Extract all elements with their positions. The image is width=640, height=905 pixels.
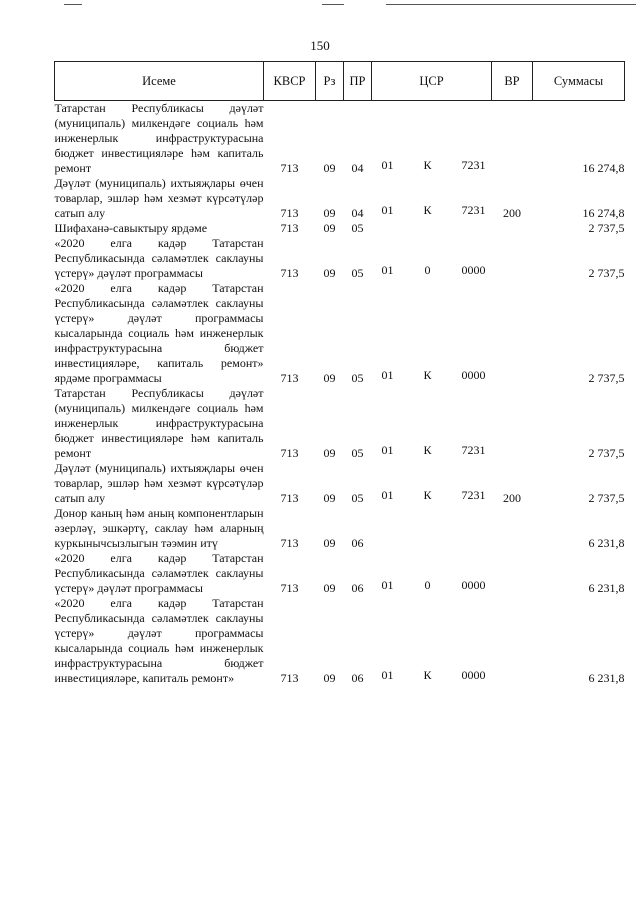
row-csr bbox=[372, 506, 492, 551]
csr-part-3: 7231 bbox=[461, 443, 486, 457]
row-amount: 6 231,8 bbox=[588, 536, 625, 550]
csr-part-2: К bbox=[423, 158, 432, 172]
csr-part-3: 0000 bbox=[461, 368, 486, 382]
row-vr bbox=[492, 101, 533, 177]
table-row bbox=[55, 506, 625, 551]
table-row bbox=[55, 461, 625, 506]
csr-part-1: 01 bbox=[381, 203, 394, 217]
row-rz: 09 bbox=[323, 206, 336, 220]
row-pr: 06 bbox=[351, 671, 364, 685]
row-amount: 16 274,8 bbox=[582, 206, 625, 220]
row-pr: 05 bbox=[351, 491, 364, 505]
row-kvsr: 713 bbox=[280, 536, 299, 550]
row-vr bbox=[492, 506, 533, 551]
header-csr: ЦСР bbox=[372, 62, 492, 101]
csr-part-1: 01 bbox=[381, 488, 394, 502]
csr-part-1: 01 bbox=[381, 158, 394, 172]
row-rz: 09 bbox=[323, 446, 336, 460]
csr-part-1: 01 bbox=[381, 578, 394, 592]
top-rule-mid bbox=[322, 4, 344, 5]
row-vr bbox=[492, 386, 533, 461]
row-vr bbox=[492, 221, 533, 236]
csr-part-2: К bbox=[423, 203, 432, 217]
row-name: Дәүләт (муниципаль) ихтыяҗлары өчен товарлар, эшләр һәм хезмәт күрсәтүләр сатып алу bbox=[54, 461, 264, 505]
row-rz: 09 bbox=[323, 371, 336, 385]
table-row bbox=[55, 236, 625, 281]
page-number: 150 bbox=[310, 38, 330, 53]
row-vr bbox=[492, 596, 533, 686]
row-csr bbox=[372, 221, 492, 236]
row-amount: 2 737,5 bbox=[588, 446, 625, 460]
csr-part-3: 7231 bbox=[461, 203, 486, 217]
header-kvsr: КВСР bbox=[264, 62, 316, 101]
csr-part-3: 0000 bbox=[461, 263, 486, 277]
row-name: «2020 елга кадәр Татарстан Республикасында сәламәтлек саклауны үстерү» дәүләт программасы bbox=[54, 551, 264, 595]
csr-part-2: К bbox=[423, 368, 432, 382]
row-name: Донор каның һәм аның компонентларын әзерләү, эшкәртү, саклау һәм аларның куркынычсызлыгын тәэмин итү bbox=[54, 506, 264, 550]
row-vr: 200 bbox=[503, 491, 521, 505]
csr-part-3: 0000 bbox=[461, 578, 486, 592]
table-row bbox=[55, 281, 625, 386]
csr-part-1: 01 bbox=[381, 668, 394, 682]
row-kvsr: 713 bbox=[280, 206, 299, 220]
row-csr bbox=[372, 596, 492, 686]
row-amount: 16 274,8 bbox=[582, 161, 625, 175]
row-name: Татарстан Республикасы дәүләт (муниципаль) милкендәге социаль һәм инженерлык инфраструктурасына бюджет инвестицияләре һәм капиталь ремонт bbox=[54, 101, 264, 175]
row-pr: 05 bbox=[351, 266, 364, 280]
csr-part-1: 01 bbox=[381, 443, 394, 457]
csr-part-2: К bbox=[423, 488, 432, 502]
row-name: Татарстан Республикасы дәүләт (муниципаль) милкендәге социаль һәм инженерлык инфраструктурасына бюджет инвестицияләре һәм капиталь ремонт bbox=[54, 386, 264, 460]
csr-part-2: К bbox=[423, 443, 432, 457]
row-vr bbox=[492, 236, 533, 281]
header-amount: Суммасы bbox=[533, 62, 625, 101]
row-amount: 2 737,5 bbox=[588, 266, 625, 280]
csr-part-1: 01 bbox=[381, 263, 394, 277]
header-vr: ВР bbox=[492, 62, 533, 101]
row-kvsr: 713 bbox=[280, 671, 299, 685]
csr-part-2: 0 bbox=[424, 263, 431, 277]
row-kvsr: 713 bbox=[280, 371, 299, 385]
row-pr: 05 bbox=[351, 221, 364, 235]
csr-part-2: К bbox=[423, 668, 432, 682]
row-rz: 09 bbox=[323, 671, 336, 685]
row-csr bbox=[372, 176, 492, 221]
csr-part-2: 0 bbox=[424, 578, 431, 592]
row-kvsr: 713 bbox=[280, 161, 299, 175]
row-amount: 2 737,5 bbox=[588, 371, 625, 385]
row-name: Шифаханә-савыктыру ярдәме bbox=[54, 221, 208, 235]
csr-part-3: 7231 bbox=[461, 488, 486, 502]
row-amount: 6 231,8 bbox=[588, 581, 625, 595]
header-rz: Рз bbox=[316, 62, 344, 101]
row-vr: 200 bbox=[503, 206, 521, 220]
table-row bbox=[55, 176, 625, 221]
csr-part-3: 7231 bbox=[461, 158, 486, 172]
header-name: Исеме bbox=[55, 62, 264, 101]
top-rule-left bbox=[64, 4, 82, 5]
row-csr bbox=[372, 101, 492, 177]
row-csr bbox=[372, 281, 492, 386]
row-pr: 06 bbox=[351, 581, 364, 595]
row-rz: 09 bbox=[323, 266, 336, 280]
row-name: «2020 елга кадәр Татарстан Республикасында сәламәтлек саклауны үстерү» дәүләт программасы bbox=[54, 236, 264, 280]
csr-part-3: 0000 bbox=[461, 668, 486, 682]
row-kvsr: 713 bbox=[280, 581, 299, 595]
row-amount: 2 737,5 bbox=[588, 491, 625, 505]
top-rule-right bbox=[386, 4, 636, 5]
row-pr: 06 bbox=[351, 536, 364, 550]
row-vr bbox=[492, 551, 533, 596]
row-vr bbox=[492, 281, 533, 386]
row-rz: 09 bbox=[323, 491, 336, 505]
table-row bbox=[55, 101, 625, 177]
row-rz: 09 bbox=[323, 221, 336, 235]
csr-part-1: 01 bbox=[381, 368, 394, 382]
row-pr: 04 bbox=[351, 206, 364, 220]
row-kvsr: 713 bbox=[280, 491, 299, 505]
table-row bbox=[55, 551, 625, 596]
row-kvsr: 713 bbox=[280, 221, 299, 235]
row-amount: 2 737,5 bbox=[588, 221, 625, 235]
table-header-row bbox=[55, 62, 625, 101]
table-row bbox=[55, 596, 625, 686]
row-rz: 09 bbox=[323, 536, 336, 550]
row-pr: 04 bbox=[351, 161, 364, 175]
row-csr bbox=[372, 461, 492, 506]
row-rz: 09 bbox=[323, 161, 336, 175]
row-rz: 09 bbox=[323, 581, 336, 595]
row-csr bbox=[372, 236, 492, 281]
header-pr: ПР bbox=[344, 62, 372, 101]
table-row bbox=[55, 386, 625, 461]
row-kvsr: 713 bbox=[280, 266, 299, 280]
row-csr bbox=[372, 386, 492, 461]
row-amount: 6 231,8 bbox=[588, 671, 625, 685]
budget-table bbox=[54, 61, 625, 686]
row-name: Дәүләт (муниципаль) ихтыяҗлары өчен товарлар, эшләр һәм хезмәт күрсәтүләр сатып алу bbox=[54, 176, 264, 220]
row-name: «2020 елга кадәр Татарстан Республикасында сәламәтлек саклауны үстерү» дәүләт программасы кысаларында социаль һәм инженерлык инфраструктурасына бюджет инвестицияләре, капиталь ремонт» ярдәме программасы bbox=[54, 281, 264, 385]
row-pr: 05 bbox=[351, 446, 364, 460]
row-kvsr: 713 bbox=[280, 446, 299, 460]
row-pr: 05 bbox=[351, 371, 364, 385]
table-row bbox=[55, 221, 625, 236]
row-name: «2020 елга кадәр Татарстан Республикасында сәламәтлек саклауны үстерү» дәүләт программасы кысаларында социаль һәм инженерлык инфраструктурасына бюджет инвестицияләре, капиталь ремонт» bbox=[54, 596, 264, 685]
row-csr bbox=[372, 551, 492, 596]
